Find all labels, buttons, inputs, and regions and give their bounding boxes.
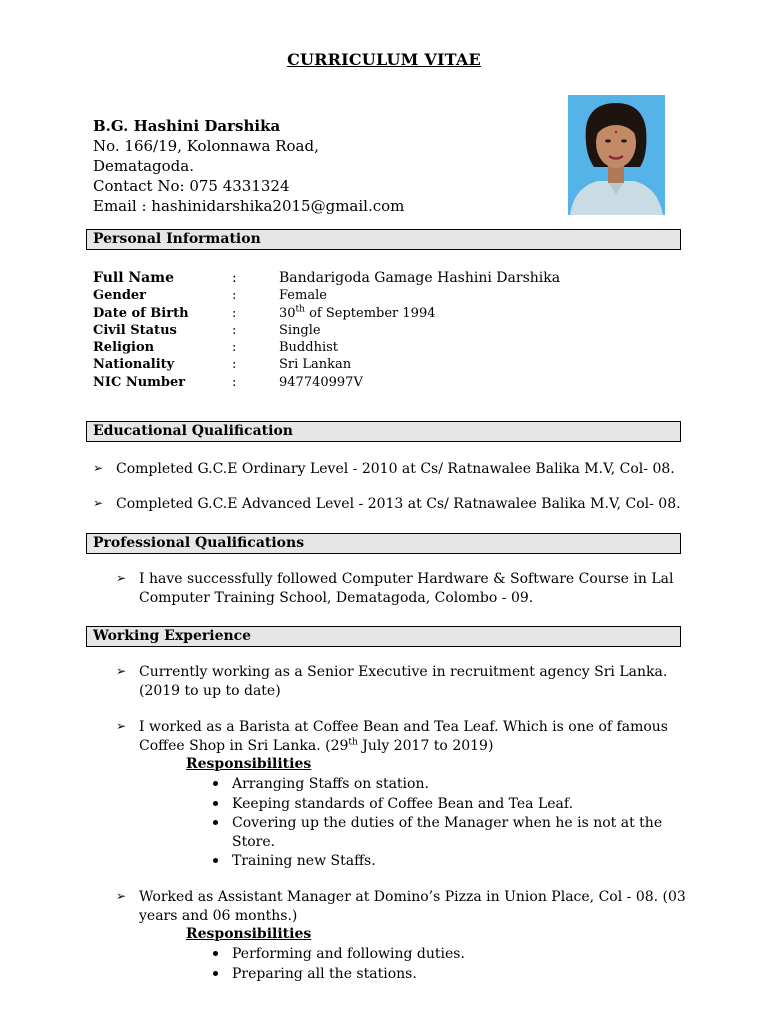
bullet-dot-icon	[213, 781, 218, 786]
info-colon: :	[232, 340, 237, 356]
responsibilities-heading: Responsibilities	[186, 756, 312, 772]
info-label: NIC Number	[93, 374, 186, 390]
responsibility-item: Keeping standards of Coffee Bean and Tea Leaf.	[232, 796, 574, 812]
info-label: Nationality	[93, 357, 175, 373]
info-value: Female	[279, 288, 327, 304]
arrow-bullet-icon: ➢	[93, 496, 104, 510]
info-value: Buddhist	[279, 340, 338, 356]
bullet-dot-icon	[213, 951, 218, 956]
education-item: Completed G.C.E Ordinary Level - 2010 at Cs/ Ratnawalee Balika M.V, Col- 08.	[116, 461, 675, 477]
info-value: Single	[279, 322, 321, 338]
info-label: Date of Birth	[93, 305, 189, 321]
work-item-line: years and 06 months.)	[139, 908, 298, 924]
arrow-bullet-icon: ➢	[116, 889, 127, 903]
section-working-experience: Working Experience	[86, 626, 681, 647]
work-item-line: I worked as a Barista at Coffee Bean and Tea Leaf. Which is one of famous	[139, 719, 668, 735]
contact-block	[93, 116, 404, 216]
info-row-gender	[93, 287, 560, 304]
info-colon: :	[232, 305, 237, 321]
candidate-name: B.G. Hashini Darshika	[93, 117, 281, 135]
arrow-bullet-icon: ➢	[116, 719, 127, 733]
education-item: Completed G.C.E Advanced Level - 2013 at Cs/ Ratnawalee Balika M.V, Col- 08.	[116, 496, 681, 512]
info-value: 947740997V	[279, 374, 363, 390]
info-row-religion	[93, 339, 560, 356]
section-educational-qualification: Educational Qualification	[86, 421, 681, 442]
work-item-line: Currently working as a Senior Executive in recruitment agency Sri Lanka.	[139, 664, 668, 680]
responsibility-item: Preparing all the stations.	[232, 966, 417, 982]
address-line-2: Dematagoda.	[93, 157, 194, 175]
info-value: Sri Lankan	[279, 357, 352, 373]
responsibility-item: Performing and following duties.	[232, 946, 465, 962]
info-colon: :	[232, 374, 237, 390]
info-row-nic-number	[93, 374, 560, 391]
section-professional-qualifications: Professional Qualifications	[86, 533, 681, 554]
info-colon: :	[232, 288, 237, 304]
info-row-full-name	[93, 270, 560, 287]
responsibility-item: Covering up the duties of the Manager when he is not at the	[232, 815, 663, 831]
info-colon: :	[232, 357, 237, 373]
professional-item-line: Computer Training School, Dematagoda, Colombo - 09.	[139, 590, 534, 606]
bullet-dot-icon	[213, 820, 218, 825]
bullet-dot-icon	[213, 801, 218, 806]
bullet-dot-icon	[213, 971, 218, 976]
info-row-nationality	[93, 356, 560, 373]
work-item-line: Worked as Assistant Manager at Domino’s Pizza in Union Place, Col - 08. (03	[139, 889, 686, 905]
work-item-line: (2019 to up to date)	[139, 683, 281, 699]
arrow-bullet-icon: ➢	[116, 664, 127, 678]
arrow-bullet-icon: ➢	[116, 571, 127, 585]
portrait-photo	[568, 95, 665, 215]
document-title: CURRICULUM VITAE	[287, 50, 481, 69]
info-label: Civil Status	[93, 322, 177, 338]
info-value: 30th of September 1994	[279, 304, 436, 321]
responsibilities-heading: Responsibilities	[186, 926, 312, 942]
section-personal-information: Personal Information	[86, 229, 681, 250]
bullet-dot-icon	[213, 858, 218, 863]
info-label: Gender	[93, 288, 147, 304]
info-label: Religion	[93, 340, 155, 356]
info-colon: :	[232, 322, 237, 338]
professional-item-line: I have successfully followed Computer Hardware & Software Course in Lal	[139, 571, 674, 587]
arrow-bullet-icon: ➢	[93, 461, 104, 475]
responsibility-item-continued: Store.	[232, 834, 276, 850]
portrait-icon	[568, 95, 665, 215]
responsibility-item: Training new Staffs.	[232, 853, 376, 869]
info-label: Full Name	[93, 270, 174, 286]
info-colon: :	[232, 270, 237, 286]
email-address: Email : hashinidarshika2015@gmail.com	[93, 197, 405, 215]
info-value: Bandarigoda Gamage Hashini Darshika	[279, 270, 561, 286]
info-row-civil-status	[93, 322, 560, 339]
address-line-1: No. 166/19, Kolonnawa Road,	[93, 137, 319, 155]
work-item-line: Coffee Shop in Sri Lanka. (29th July 2017 to 2019)	[139, 737, 494, 754]
responsibility-item: Arranging Staffs on station.	[232, 776, 429, 792]
contact-number: Contact No: 075 4331324	[93, 177, 290, 195]
info-row-date-of-birth	[93, 305, 560, 322]
personal-info-table	[93, 270, 560, 391]
